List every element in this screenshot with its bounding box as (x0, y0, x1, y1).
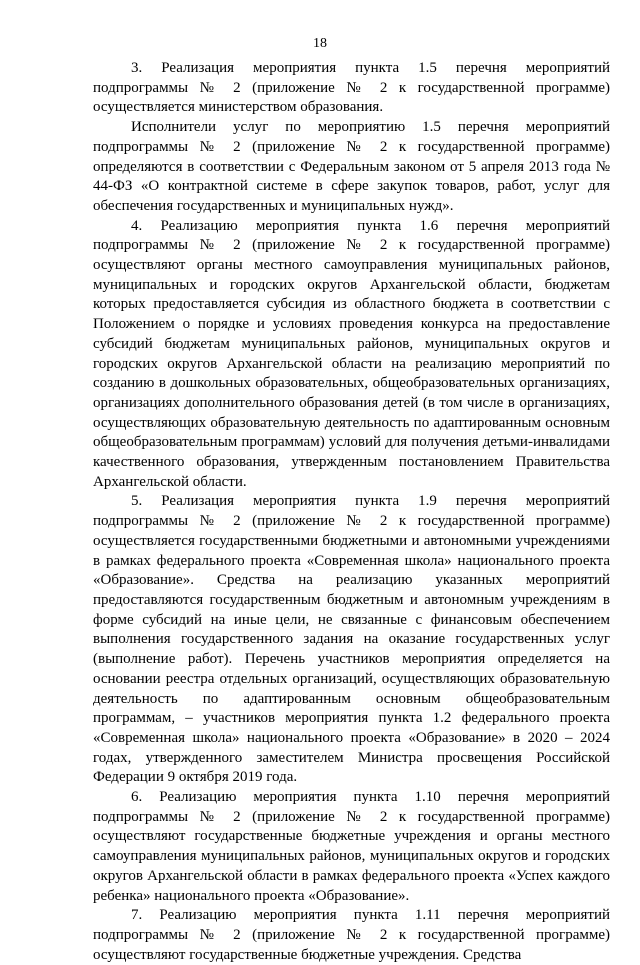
document-body (93, 59, 610, 965)
paragraph-6: 6. Реализацию мероприятия пункта 1.10 перечня мероприятий подпрограммы № 2 (приложение № 2 к государственной программе) осуществляют государственные бюджетные учреждения и органы местного самоуправления муниципальных районов, муниципальных округов и городских округов Архангельской области в рамках федерального проекта «Успех каждого ребенка» национального проекта «Образование». (93, 789, 610, 904)
paragraph-5: 5. Реализация мероприятия пункта 1.9 перечня мероприятий подпрограммы № 2 (приложение № 2 к государственной программе) осуществляется государственными бюджетными и автономными учреждениями в рамках федерального проекта «Современная школа» национального проекта «Образование». Средства на реализацию указанных мероприятий предоставляются государственным бюджетным и автономным учреждениям в форме субсидий на иные цели, не связанные с финансовым обеспечением выполнения государственного задания на оказание государственных услуг (выполнение работ). Перечень участников мероприятия определяется на основании реестра отдельных организаций, осуществляющих образовательную деятельность по адаптированным основным общеобразовательным программам, – участников мероприятия пункта 1.2 федерального проекта «Современная школа» национального проекта «Образование» в 2020 – 2024 годах, утвержденного заместителем Министра просвещения Российской Федерации 9 октября 2019 года. (93, 493, 610, 786)
paragraph-4: 4. Реализацию мероприятия пункта 1.6 перечня мероприятий подпрограммы № 2 (приложение № 2 к государственной программе) осуществляют органы местного самоуправления муниципальных районов, муниципальных и городских округов Архангельской области, бюджетам которых предоставляется субсидия из областного бюджета в соответствии с Положением о порядке и условиях проведения конкурса на предоставление субсидий бюджетам муниципальных районов, муниципальных округов и городских округов Архангельской области на реализацию мероприятий по созданию в дошкольных образовательных, общеобразовательных организациях, организациях дополнительного образования детей (в том числе в организациях, осуществляющих образовательную деятельность по адаптированным основным общеобразовательным программам) условий для получения детьми-инвалидами качественного образования, утвержденным постановлением Правительства Архангельской области. (93, 217, 610, 490)
page-number: 18 (313, 36, 327, 51)
paragraph-7: 7. Реализацию мероприятия пункта 1.11 перечня мероприятий подпрограммы № 2 (приложение № 2 к государственной программе) осуществляют государственные бюджетные учреждения. Средства (93, 907, 610, 963)
paragraph-3: 3. Реализация мероприятия пункта 1.5 перечня мероприятий подпрограммы № 2 (приложение № 2 к государственной программе) осуществляется министерством образования. (93, 60, 610, 116)
paragraph-executors: Исполнители услуг по мероприятию 1.5 перечня мероприятий подпрограммы № 2 (приложение № 2 к государственной программе) определяются в соответствии с Федеральным законом от 5 апреля 2013 года № 44-ФЗ «О контрактной системе в сфере закупок товаров, работ, услуг для обеспечения государственных и муниципальных нужд». (93, 119, 610, 214)
